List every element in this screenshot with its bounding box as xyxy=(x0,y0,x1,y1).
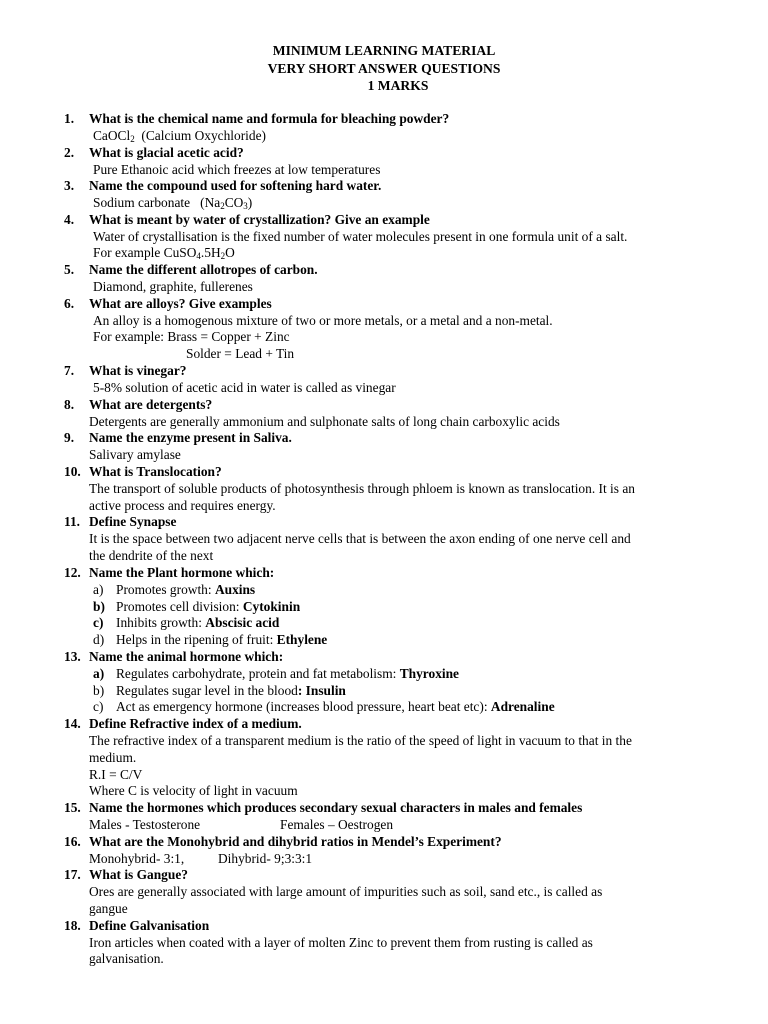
sub-item-text: Act as emergency hormone (increases blood pressure, heart beat etc): Adrenaline xyxy=(116,699,555,714)
answer-text: The transport of soluble products of photosynthesis through phloem is known as translocation. It is an xyxy=(89,481,635,496)
answer-example: For example $CuSO_4.5H_2O$ xyxy=(93,245,235,261)
answer-text: Salivary amylase xyxy=(89,447,181,462)
sub-item-text: Promotes cell division: Cytokinin xyxy=(116,599,301,614)
question-number: 8. xyxy=(64,397,75,412)
question-number: 10. xyxy=(64,464,81,479)
answer-text-cont: the dendrite of the next xyxy=(89,548,214,563)
question-text: Name the animal hormone which: xyxy=(89,649,284,664)
question-number: 14. xyxy=(64,716,81,731)
question-text: What is the chemical name and formula for bleaching powder? xyxy=(89,111,450,126)
question-text: Name the different allotropes of carbon. xyxy=(89,262,318,277)
sub-item-label: b) xyxy=(93,683,105,698)
sub-item-text: Regulates sugar level in the blood: Insulin xyxy=(116,683,346,698)
answer-text: Pure Ethanoic acid which freezes at low temperatures xyxy=(93,162,381,177)
answer-text: Diamond, graphite, fullerenes xyxy=(93,279,253,294)
question-number: 4. xyxy=(64,212,75,227)
answer-example-brass: For example: Brass = Copper + Zinc xyxy=(93,329,290,344)
answer-text: 5-8% solution of acetic acid in water is called as vinegar xyxy=(93,380,396,395)
question-number: 16. xyxy=(64,834,81,849)
question-number: 1. xyxy=(64,111,75,126)
sub-item-label: a) xyxy=(93,666,105,681)
sub-item-text: Regulates carbohydrate, protein and fat metabolism: Thyroxine xyxy=(116,666,459,681)
question-text: What is vinegar? xyxy=(89,363,187,378)
sub-item-label: c) xyxy=(93,699,104,714)
answer-females: Females – Oestrogen xyxy=(280,817,394,832)
question-number: 6. xyxy=(64,296,75,311)
answer-text: Detergents are generally ammonium and sulphonate salts of long chain carboxylic acids xyxy=(89,414,560,429)
answer-text: It is the space between two adjacent nerve cells that is between the axon ending of one nerve cell and xyxy=(89,531,631,546)
question-text: Name the enzyme present in Saliva. xyxy=(89,430,292,445)
question-number: 17. xyxy=(64,867,81,882)
question-text: Name the Plant hormone which: xyxy=(89,565,275,580)
question-number: 7. xyxy=(64,363,75,378)
question-text: What are alloys? Give examples xyxy=(89,296,272,311)
question-number: 11. xyxy=(64,514,80,529)
question-text: What is glacial acetic acid? xyxy=(89,145,244,160)
question-text: What is Translocation? xyxy=(89,464,222,479)
question-text: Name the compound used for softening hard water. xyxy=(89,178,382,193)
answer-text-cont: galvanisation. xyxy=(89,951,164,966)
question-number: 9. xyxy=(64,430,75,445)
question-number: 12. xyxy=(64,565,81,580)
question-number: 18. xyxy=(64,918,81,933)
question-number: 3. xyxy=(64,178,75,193)
sub-item-label: b) xyxy=(93,599,105,614)
question-number: 13. xyxy=(64,649,81,664)
answer-text: The refractive index of a transparent medium is the ratio of the speed of light in vacuum to that in the xyxy=(89,733,632,748)
question-text: Define Synapse xyxy=(89,514,177,529)
sub-item-label: d) xyxy=(93,632,105,647)
answer-formula: R.I = C/V xyxy=(89,767,143,782)
answer-text: Ores are generally associated with large amount of impurities such as soil, sand etc., is called as xyxy=(89,884,603,899)
answer-text: An alloy is a homogenous mixture of two or more metals, or a metal and a non-metal. xyxy=(93,313,553,328)
title-line-2: VERY SHORT ANSWER QUESTIONS xyxy=(267,61,501,76)
question-text: Name the hormones which produces secondary sexual characters in males and females xyxy=(89,800,583,815)
title-line-3: 1 MARKS xyxy=(367,78,429,93)
sub-item-label: c) xyxy=(93,615,104,630)
answer-note: Where C is velocity of light in vacuum xyxy=(89,783,298,798)
sub-item-text: Helps in the ripening of fruit: Ethylene xyxy=(116,632,328,647)
sub-item-label: a) xyxy=(93,582,104,597)
answer-monohybrid: Monohybrid- 3:1, xyxy=(89,851,185,866)
answer-text-cont: gangue xyxy=(89,901,128,916)
question-text: What are detergents? xyxy=(89,397,213,412)
question-number: 5. xyxy=(64,262,75,277)
answer-text: CaOCl$_2$ (Calcium Oxychloride) xyxy=(93,128,266,144)
question-text: What are the Monohybrid and dihybrid ratios in Mendel’s Experiment? xyxy=(89,834,502,849)
answer-dihybrid: Dihybrid- 9;3:3:1 xyxy=(218,851,313,866)
question-text: Define Refractive index of a medium. xyxy=(89,716,302,731)
answer-males: Males - Testosterone xyxy=(89,817,201,832)
question-text: Define Galvanisation xyxy=(89,918,210,933)
sub-item-text: Inhibits growth: Abscisic acid xyxy=(116,615,280,630)
answer-text-cont: medium. xyxy=(89,750,137,765)
answer-text: Iron articles when coated with a layer of molten Zinc to prevent them from rusting is called as xyxy=(89,935,593,950)
question-text: What is Gangue? xyxy=(89,867,188,882)
answer-text: Water of crystallisation is the fixed number of water molecules present in one formula unit of a salt. xyxy=(93,229,628,244)
answer-text-cont: active process and requires energy. xyxy=(89,498,276,513)
question-text: What is meant by water of crystallization? Give an example xyxy=(89,212,430,227)
question-number: 15. xyxy=(64,800,81,815)
answer-text: Sodium carbonate $(Na_2CO_3)$ xyxy=(93,195,253,211)
question-number: 2. xyxy=(64,145,75,160)
answer-example-solder: Solder = Lead + Tin xyxy=(186,346,295,361)
sub-item-text: Promotes growth: Auxins xyxy=(116,582,256,597)
title-line-1: MINIMUM LEARNING MATERIAL xyxy=(272,43,496,58)
